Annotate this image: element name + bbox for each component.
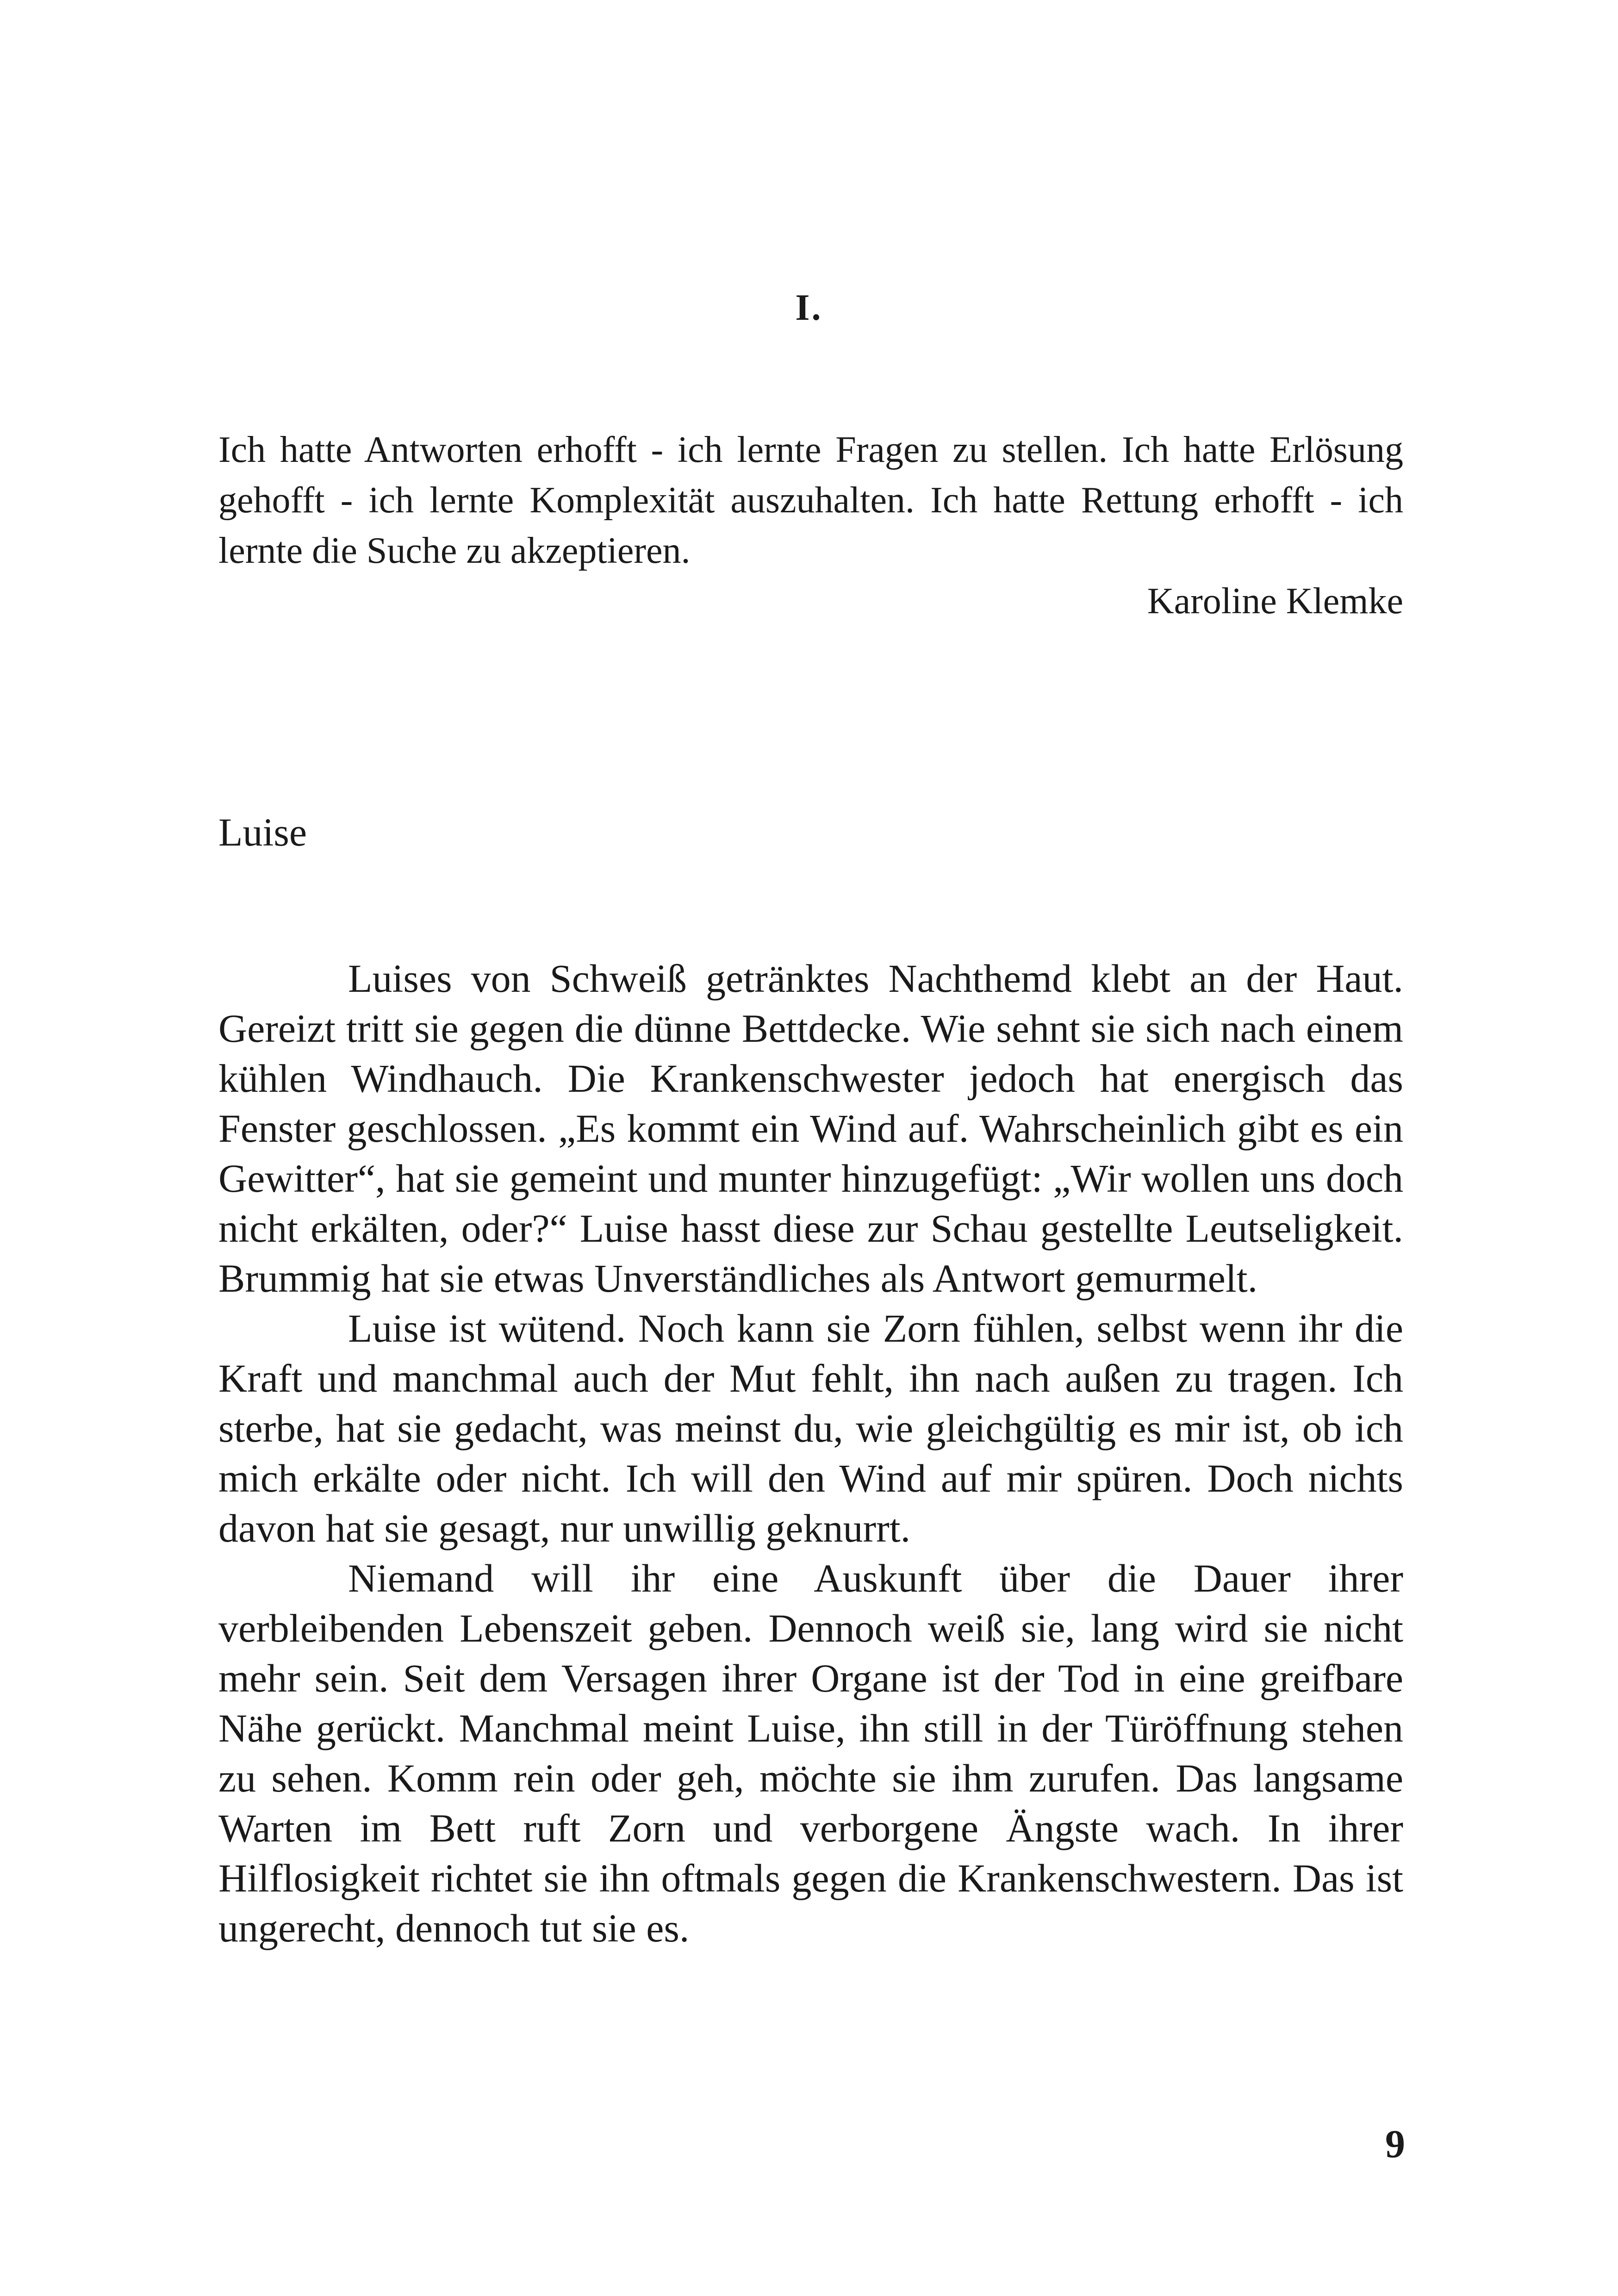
- page-number: 9: [1385, 2122, 1405, 2166]
- paragraph: Luise ist wütend. Noch kann sie Zorn fühlen, selbst wenn ihr die Kraft und manchmal auch der Mut fehlt, ihn nach außen zu tragen. Ich sterbe, hat sie gedacht, was meinst du, wie gleichgültig es mir ist, ob ich mich erkälte oder nicht. Ich will den Wind auf mir spüren. Doch nichts davon hat sie gesagt, nur unwillig geknurrt.: [218, 1306, 1403, 1550]
- epigraph: [218, 425, 1403, 627]
- chapter-number: I.: [795, 287, 823, 328]
- epigraph-quote: Ich hatte Antworten erhofft - ich lernte Fragen zu stellen. Ich hatte Erlösung gehofft - ich lernte Komplexität auszuhalten. Ich hatte Rettung erhofft - ich lernte die Suche zu akzeptieren.: [218, 429, 1403, 571]
- paragraph: Niemand will ihr eine Auskunft über die Dauer ihrer verbleibenden Lebenszeit geben. Dennoch weiß sie, lang wird sie nicht mehr sein. Seit dem Versagen ihrer Organe ist der Tod in eine greifbare Nähe gerückt. Manchmal meint Luise, ihn still in der Türöffnung stehen zu sehen. Komm rein oder geh, möchte sie ihm zurufen. Das langsame Warten im Bett ruft Zorn und verborgene Ängste wach. In ihrer Hilflosigkeit richtet sie ihn oftmals gegen die Krankenschwestern. Das ist ungerecht, dennoch tut sie es.: [218, 1556, 1403, 1950]
- epigraph-author: Karoline Klemke: [1147, 581, 1403, 622]
- body-text: [218, 953, 1403, 1953]
- paragraph: Luises von Schweiß getränktes Nachthemd klebt an der Haut. Gereizt tritt sie gegen die dünne Bettdecke. Wie sehnt sie sich nach einem kühlen Windhauch. Die Krankenschwester jedoch hat energisch das Fenster geschlossen. „Es kommt ein Wind auf. Wahrscheinlich gibt es ein Gewitter“, hat sie gemeint und munter hinzugefügt: „Wir wollen uns doch nicht erkälten, oder?“ Luise hasst diese zur Schau gestellte Leutseligkeit. Brummig hat sie etwas Unverständliches als Antwort gemurmelt.: [218, 956, 1403, 1300]
- section-title: Luise: [218, 810, 307, 854]
